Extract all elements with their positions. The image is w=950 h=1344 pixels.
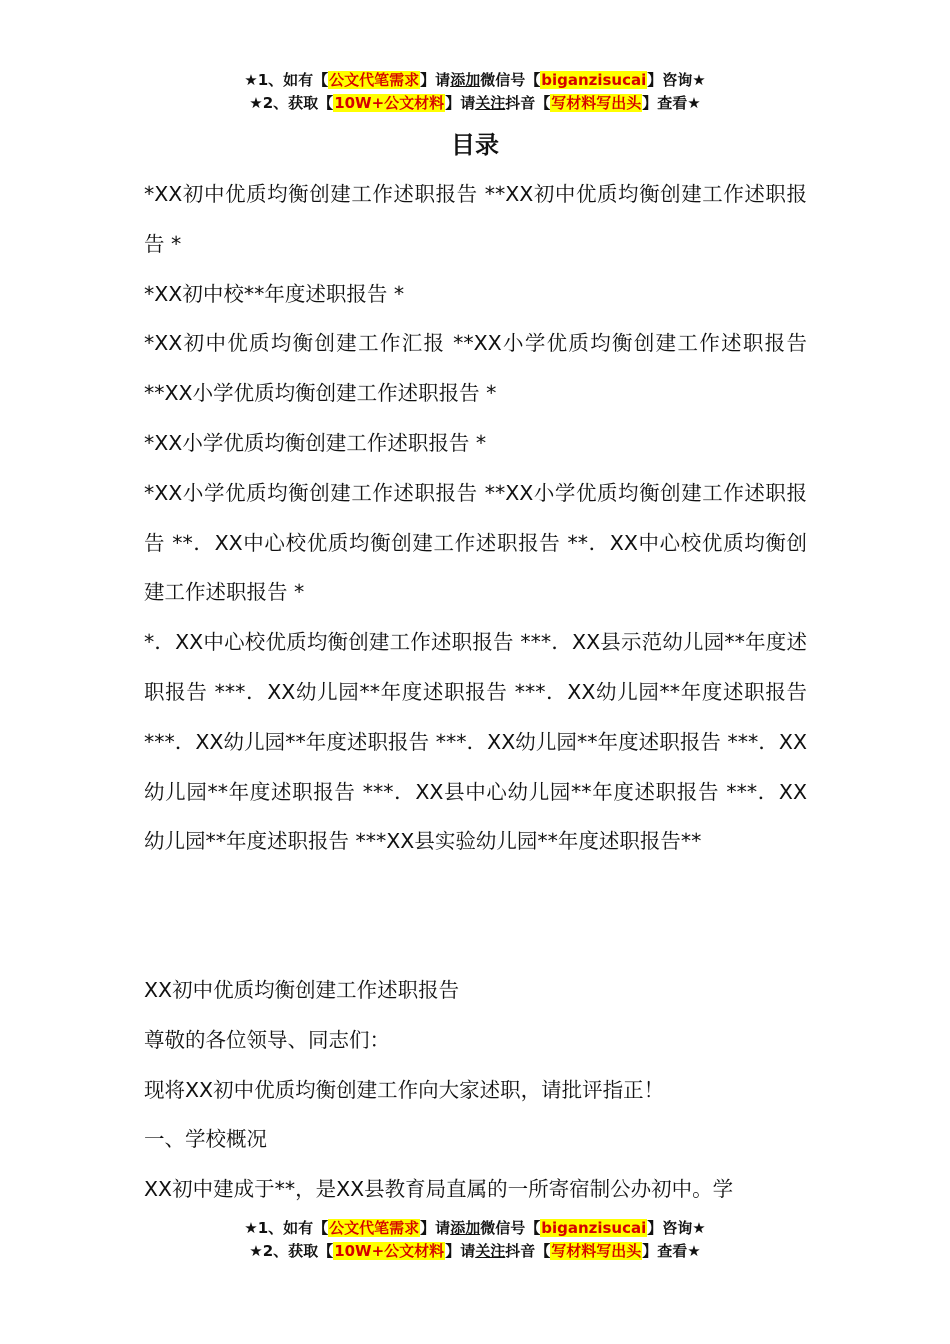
banner-text: 】咨询★ [647,1219,706,1237]
toc-item: *．XX中心校优质均衡创建工作述职报告 ***．XX县示范幼儿园**年度述职报告 ***．XX幼儿园**年度述职报告 ***．XX幼儿园**年度述职报告 ***．XX幼儿园**年度述职报告 ***．XX幼儿园**年度述职报告 ***．XX幼儿园**年度述职报告 ***．XX县中心幼儿园**年度述职报告 ***．XX幼儿园**年度述职报告 ***XX县实验幼儿园**年度述职报告** [144,630,807,854]
toc-item: *XX小学优质均衡创建工作述职报告 * [144,430,487,455]
header-banner [0,69,950,115]
banner-text: ★1、如有【 [244,1219,329,1237]
banner-text: 微信号【 [480,1219,541,1237]
report-body [144,966,807,1215]
banner-emphasis: 添加 [450,1219,481,1237]
highlight-wechat-id: biganzisucai [541,71,647,89]
banner-text: 】请 [420,1219,451,1237]
banner-emphasis: 关注 [475,94,506,112]
banner-text: 】请 [445,1242,476,1260]
banner-line-2 [0,1240,950,1263]
highlight-materials: 10W+公文材料 [334,94,445,112]
banner-text: 】查看★ [642,94,701,112]
banner-text: 微信号【 [480,71,541,89]
highlight-douyin-id: 写材料写出头 [551,1242,642,1260]
page-title: 目录 [451,131,499,159]
banner-line-1 [0,69,950,92]
banner-text: 】查看★ [642,1242,701,1260]
section-heading: 一、学校概况 [144,1127,267,1152]
banner-emphasis: 关注 [475,1242,506,1260]
highlight-wechat-id: biganzisucai [541,1219,647,1237]
banner-text: 抖音【 [505,1242,551,1260]
footer-banner [0,1217,950,1263]
highlight-service: 公文代笔需求 [329,71,420,89]
banner-text: 】请 [445,94,476,112]
banner-text: 抖音【 [505,94,551,112]
banner-text: ★2、获取【 [249,1242,334,1260]
banner-text: 】咨询★ [647,71,706,89]
banner-text: 】请 [420,71,451,89]
banner-line-2 [0,92,950,115]
intro-paragraph: 现将XX初中优质均衡创建工作向大家述职，请批评指正！ [144,1077,665,1102]
toc-item: *XX小学优质均衡创建工作述职报告 **XX小学优质均衡创建工作述职报告 **．XX中心校优质均衡创建工作述职报告 **．XX中心校优质均衡创建工作述职报告 * [144,480,807,605]
highlight-douyin-id: 写材料写出头 [551,94,642,112]
table-of-contents [144,170,807,867]
banner-text: ★1、如有【 [244,71,329,89]
banner-text: ★2、获取【 [249,94,334,112]
highlight-service: 公文代笔需求 [329,1219,420,1237]
highlight-materials: 10W+公文材料 [334,1242,445,1260]
section-paragraph: XX初中建成于**，是XX县教育局直属的一所寄宿制公办初中。学 [144,1177,734,1202]
toc-item: *XX初中校**年度述职报告 * [144,281,405,306]
salutation: 尊敬的各位领导、同志们： [144,1027,390,1052]
toc-item: *XX初中优质均衡创建工作述职报告 **XX初中优质均衡创建工作述职报告 * [144,182,807,256]
banner-emphasis: 添加 [450,71,481,89]
report-title: XX初中优质均衡创建工作述职报告 [144,978,460,1002]
toc-item: *XX初中优质均衡创建工作汇报 **XX小学优质均衡创建工作述职报告 **XX小学优质均衡创建工作述职报告 * [144,331,807,406]
banner-line-1 [0,1217,950,1240]
